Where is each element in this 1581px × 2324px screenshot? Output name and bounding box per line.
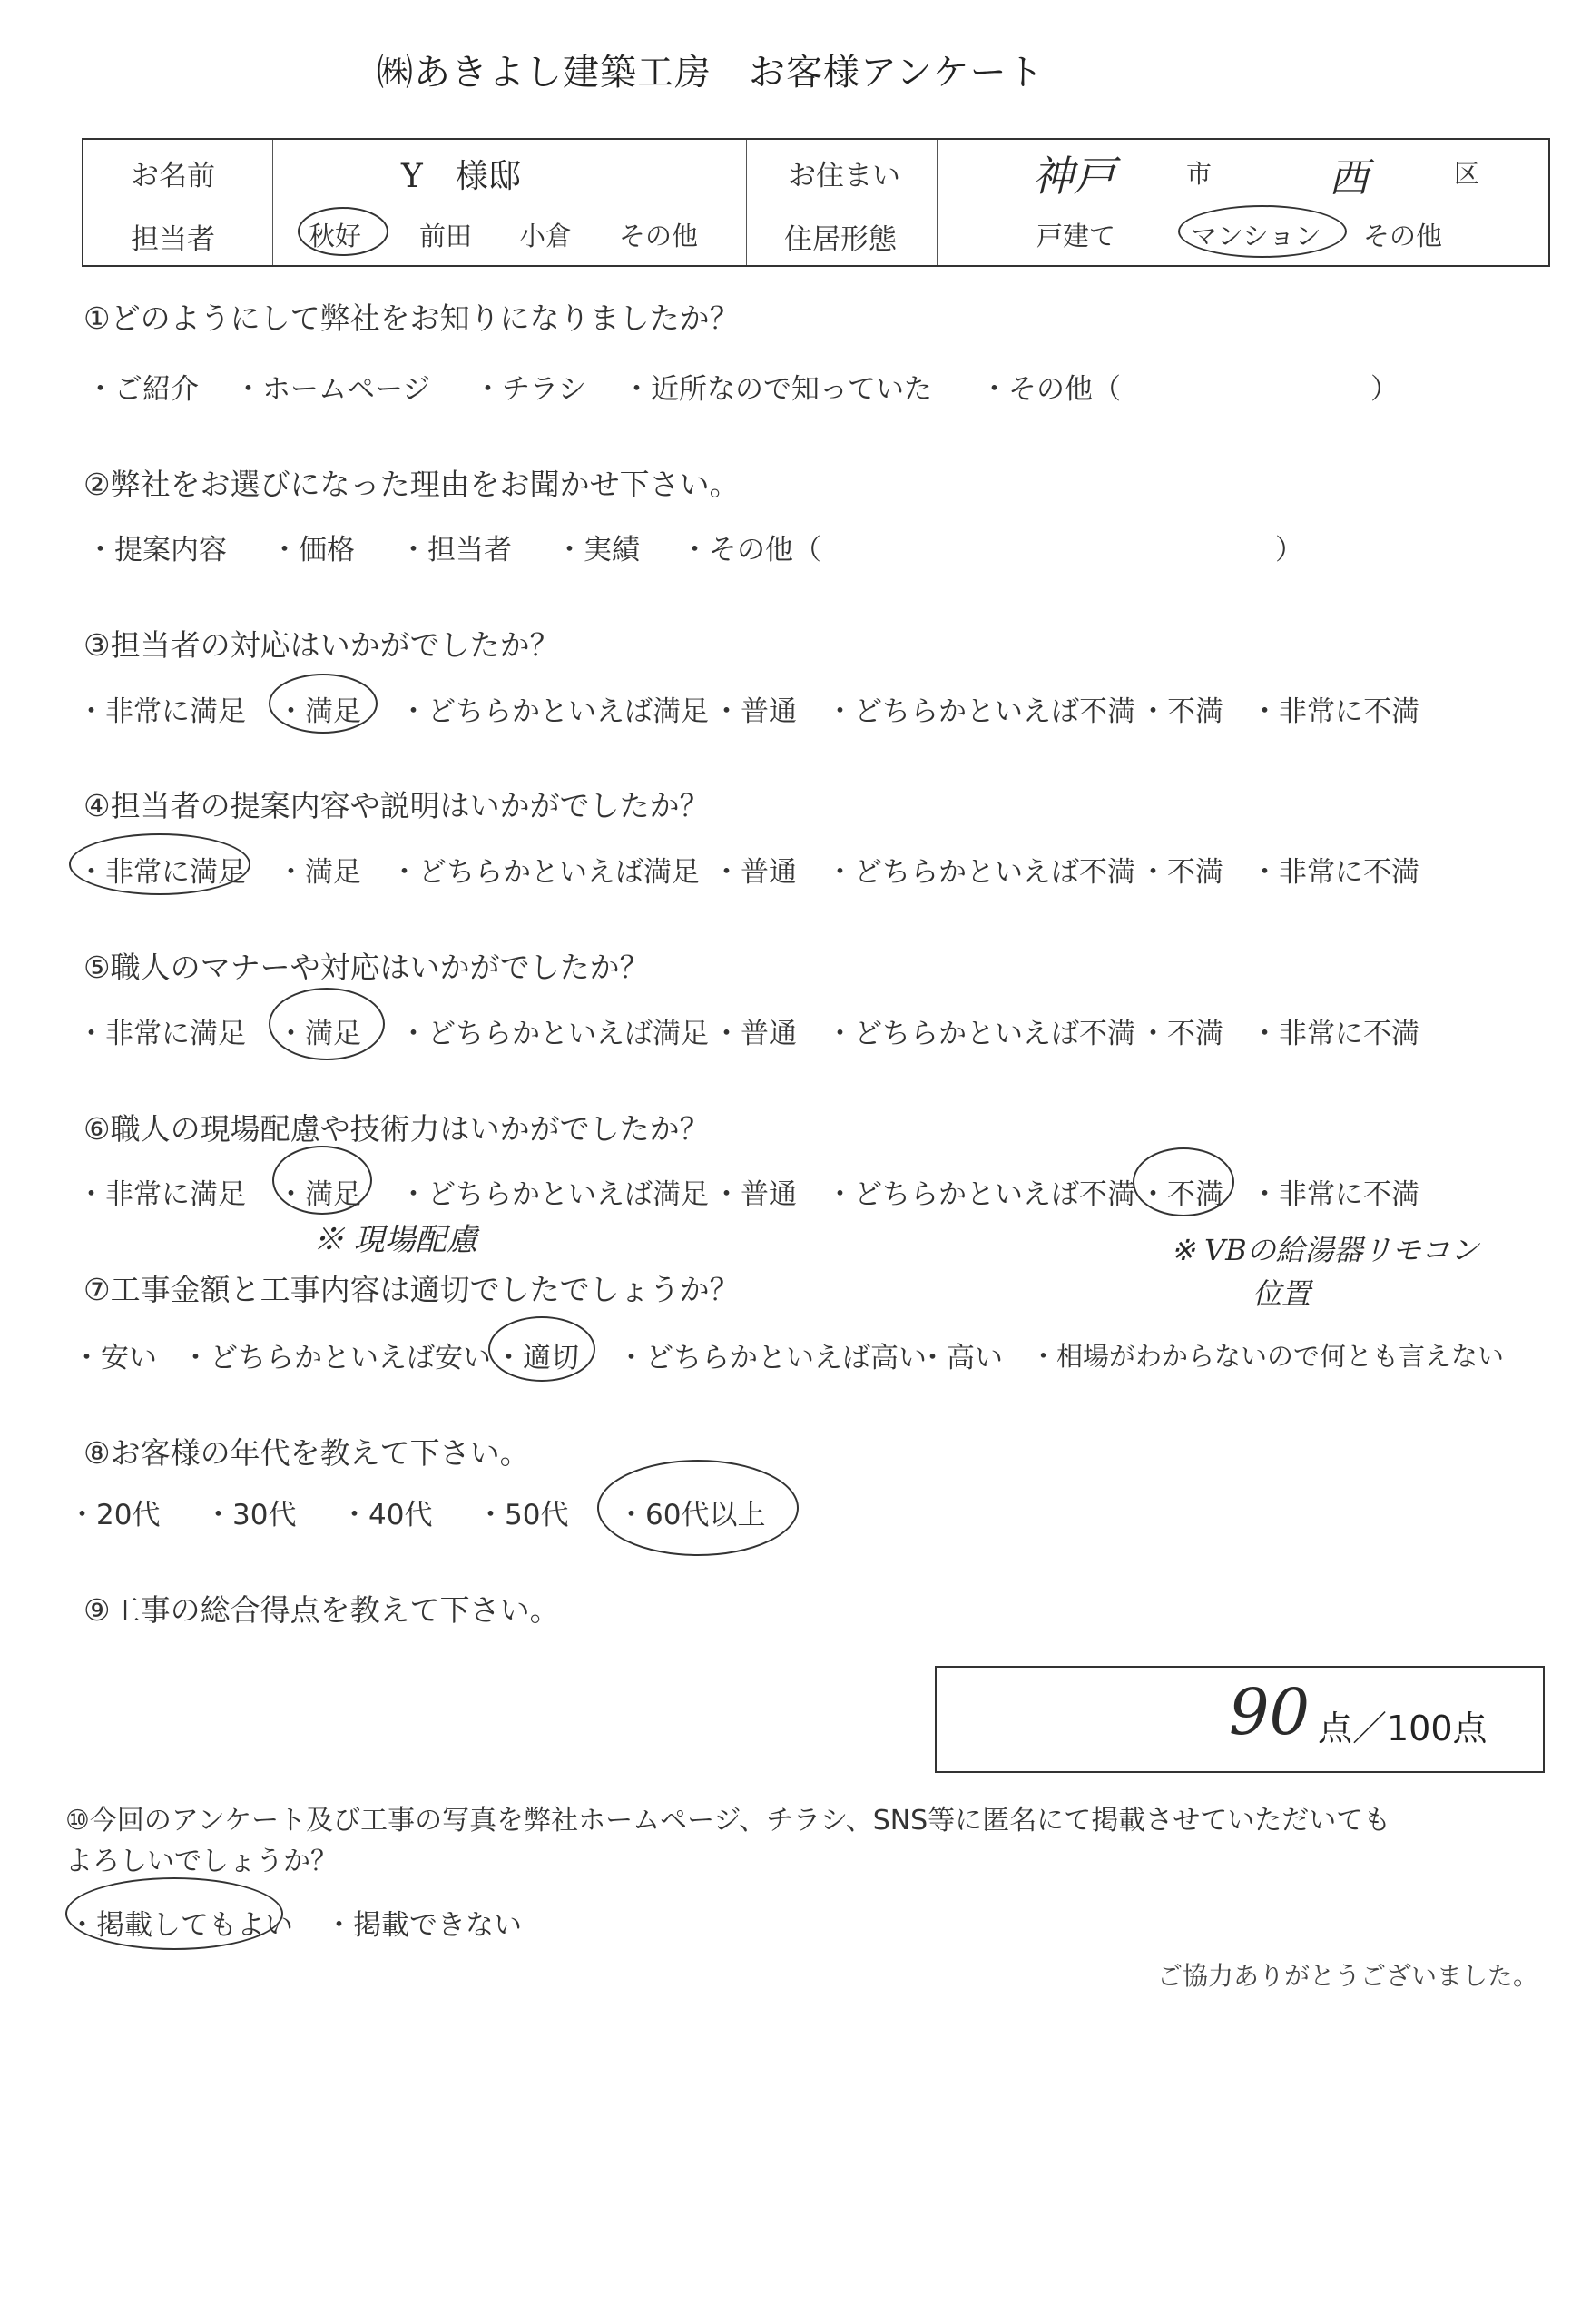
score-suffix: 点／100点	[1318, 1709, 1488, 1748]
q4-answer-circle	[69, 833, 250, 895]
q5-option: ・満足	[277, 1018, 361, 1050]
q2-option: ）	[1275, 534, 1303, 566]
q6-handwritten-note-left: ※ 現場配慮	[313, 1222, 477, 1258]
question-9: ⑨工事の総合得点を教えて下さい。	[83, 1592, 560, 1628]
q4-option: ・非常に不満	[1251, 856, 1419, 889]
question-5: ⑤職人のマナーや対応はいかがでしたか？	[83, 950, 650, 985]
ward-suffix: 区	[1454, 159, 1480, 189]
q4-option: ・満足	[277, 856, 361, 889]
housing-option: マンション	[1191, 221, 1321, 251]
q4-option: ・不満	[1139, 856, 1223, 889]
q7-option: ・どちらかといえば安い	[182, 1342, 491, 1374]
housing-option: 戸建て	[1036, 221, 1116, 251]
q5-option: ・不満	[1139, 1018, 1223, 1050]
staff-option: 前田	[419, 221, 473, 251]
city-written: 神戸	[1032, 152, 1115, 201]
q6-handwritten-note-right: ※ VBの給湯器リモコン	[1171, 1233, 1479, 1267]
question-7: ⑦工事金額と工事内容は適切でしたでしょうか？	[83, 1272, 740, 1307]
q8-option: ・60代以上	[617, 1499, 766, 1531]
survey-title: ㈱あきよし建築工房 お客様アンケート	[377, 52, 1045, 94]
q3-option: ・非常に満足	[77, 695, 246, 728]
housing-option: その他	[1363, 221, 1443, 251]
q3-option: ・満足	[277, 695, 361, 728]
q1-option: ・チラシ	[474, 373, 586, 406]
question-10-line-1: ⑩今回のアンケート及び工事の写真を弊社ホームページ、チラシ、SNS等に匿名にて掲載させていただいても	[65, 1805, 1391, 1837]
q7-option: ・相場がわからないので何とも言えない	[1030, 1341, 1505, 1372]
score-box	[935, 1666, 1545, 1773]
q7-answer-circle	[488, 1316, 595, 1382]
q3-option: ・どちらかといえば満足	[399, 695, 709, 728]
score-written: 90	[1229, 1675, 1311, 1749]
q6-handwritten-note-right-2: 位置	[1252, 1276, 1311, 1311]
staff-option: 小倉	[519, 221, 573, 251]
selected-housing-circle	[1178, 205, 1347, 258]
staff-option: その他	[619, 221, 699, 251]
q6-option: ・非常に不満	[1251, 1178, 1419, 1211]
q5-option: ・どちらかといえば不満	[826, 1018, 1135, 1050]
housing-label: 住居形態	[784, 223, 897, 256]
q4-option: ・どちらかといえば満足	[390, 856, 700, 889]
name-label: お名前	[131, 160, 215, 192]
ward-written: 西	[1329, 155, 1369, 202]
q6-option: ・普通	[712, 1178, 797, 1211]
table-divider	[937, 140, 938, 265]
q3-option: ・非常に不満	[1251, 695, 1419, 728]
q1-option: ・ご紹介	[86, 373, 199, 406]
q6-option: ・満足	[277, 1178, 361, 1211]
q7-option: ・適切	[495, 1342, 579, 1374]
question-3: ③担当者の対応はいかがでしたか？	[83, 627, 560, 663]
q7-option: ・高い	[918, 1342, 1003, 1374]
question-8: ⑧お客様の年代を教えて下さい。	[83, 1435, 530, 1471]
q10-answer-circle	[65, 1877, 283, 1950]
q6-answer-circle-unsatisfied	[1133, 1147, 1234, 1216]
address-label: お住まい	[788, 160, 900, 192]
q1-option: ）	[1370, 373, 1399, 406]
q4-option: ・普通	[712, 856, 797, 889]
q6-option: ・どちらかといえば満足	[399, 1178, 709, 1211]
question-2: ②弊社をお選びになった理由をお聞かせ下さい。	[83, 467, 740, 502]
q8-option: ・50代	[476, 1499, 569, 1531]
q7-option: ・どちらかといえば高い	[617, 1342, 927, 1374]
selected-staff-circle	[298, 207, 388, 256]
name-value: Y 様邸	[401, 158, 521, 195]
q10-option: ・掲載できない	[325, 1909, 522, 1942]
question-1: ①どのようにして弊社をお知りになりましたか？	[83, 300, 740, 336]
question-4: ④担当者の提案内容や説明はいかがでしたか？	[83, 788, 710, 823]
city-suffix: 市	[1186, 159, 1213, 189]
q6-option: ・どちらかといえば不満	[826, 1178, 1135, 1211]
q2-option: ・その他（	[681, 534, 821, 566]
table-divider	[272, 140, 273, 265]
question-6: ⑥職人の現場配慮や技術力はいかがでしたか？	[83, 1111, 710, 1147]
q2-option: ・価格	[270, 534, 355, 566]
q2-option: ・実績	[555, 534, 640, 566]
q8-option: ・20代	[68, 1499, 161, 1531]
q3-option: ・不満	[1139, 695, 1223, 728]
q7-option: ・安い	[73, 1342, 157, 1374]
customer-info-table	[82, 138, 1550, 267]
q6-option: ・不満	[1139, 1178, 1223, 1211]
table-divider	[746, 140, 747, 265]
q4-option: ・どちらかといえば不満	[826, 856, 1135, 889]
q8-answer-circle	[597, 1460, 799, 1556]
q8-option: ・30代	[204, 1499, 297, 1531]
q3-answer-circle	[269, 674, 378, 734]
q6-answer-circle-satisfied	[272, 1146, 372, 1215]
q3-option: ・どちらかといえば不満	[826, 695, 1135, 728]
q5-option: ・非常に不満	[1251, 1018, 1419, 1050]
q5-option: ・どちらかといえば満足	[399, 1018, 709, 1050]
q5-option: ・普通	[712, 1018, 797, 1050]
q4-option: ・非常に満足	[77, 856, 246, 889]
q10-option: ・掲載してもよい	[68, 1909, 293, 1942]
thanks-message: ご協力ありがとうございました。	[1157, 1961, 1539, 1991]
q2-option: ・担当者	[399, 534, 512, 566]
q8-option: ・40代	[340, 1499, 433, 1531]
q3-option: ・普通	[712, 695, 797, 728]
q2-option: ・提案内容	[86, 534, 227, 566]
question-10-line-2: よろしいでしょうか？	[65, 1846, 338, 1877]
q5-option: ・非常に満足	[77, 1018, 246, 1050]
staff-label: 担当者	[131, 223, 215, 256]
q1-option: ・その他（	[980, 373, 1121, 406]
q6-option: ・非常に満足	[77, 1178, 246, 1211]
q5-answer-circle	[269, 988, 385, 1060]
q1-option: ・ホームページ	[234, 373, 431, 406]
q1-option: ・近所なので知っていた	[623, 373, 932, 406]
staff-option: 秋好	[309, 221, 362, 251]
